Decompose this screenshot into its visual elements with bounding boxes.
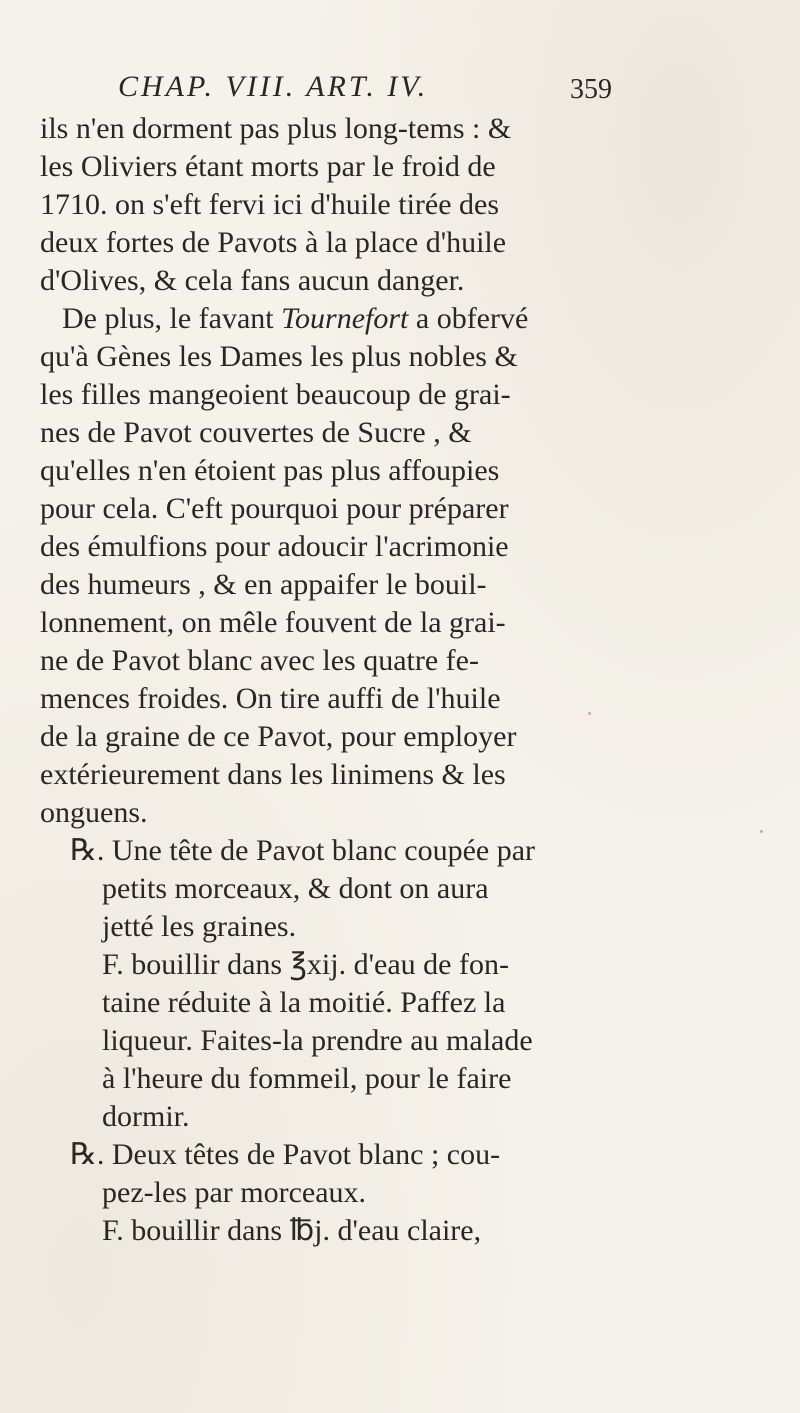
text-line (40, 414, 472, 452)
text-line (102, 908, 296, 946)
text-run: onguens. (40, 796, 148, 829)
text-line (40, 718, 516, 756)
text-run: a obfervé (408, 302, 529, 335)
italic-name: Tournefort (281, 302, 409, 335)
text-line (62, 300, 528, 338)
text-run: lonnement, on mêle fouvent de la grai- (40, 606, 506, 639)
text-line (40, 110, 511, 148)
text-line (40, 338, 518, 376)
text-run: liqueur. Faites-la prendre au malade (102, 1024, 533, 1057)
text-line (70, 832, 535, 870)
text-run: des émulfions pour adoucir l'acrimonie (40, 530, 509, 563)
text-run: pour cela. C'eft pourquoi pour préparer (40, 492, 509, 525)
chapter-heading: CHAP. VIII. ART. IV. (118, 70, 429, 103)
text-run: les Oliviers étant morts par le froid de (40, 150, 496, 183)
text-run: ils n'en dorment pas plus long-tems : & (40, 112, 512, 145)
text-line (40, 186, 499, 224)
text-run: 1710. on s'eft fervi ici d'huile tirée des (40, 188, 500, 221)
text-run: petits morceaux, & dont on aura (102, 872, 489, 905)
text-run: deux fortes de Pavots à la place d'huile (40, 226, 507, 259)
text-run: des humeurs , & en appaifer le bouil- (40, 568, 487, 601)
text-run: mences froides. On tire auffi de l'huile (40, 682, 501, 715)
text-line (40, 490, 509, 528)
text-line (102, 1022, 533, 1060)
text-line (40, 376, 511, 414)
text-line (70, 1136, 500, 1174)
text-line (40, 642, 479, 680)
text-run: ℞. Deux têtes de Pavot blanc ; cou- (70, 1138, 501, 1171)
text-line (40, 528, 509, 566)
text-run: pez-les par morceaux. (102, 1176, 367, 1209)
text-run: ne de Pavot blanc avec les quatre fe- (40, 644, 479, 677)
text-run: qu'à Gènes les Dames les plus nobles & (40, 340, 518, 373)
text-run: les filles mangeoient beaucoup de grai- (40, 378, 511, 411)
text-line (40, 566, 487, 604)
text-line (40, 148, 496, 186)
text-run: d'Olives, & cela fans aucun danger. (40, 264, 465, 297)
text-line (102, 870, 489, 908)
text-run: jetté les graines. (102, 910, 297, 943)
text-line (40, 452, 499, 490)
text-run: nes de Pavot couvertes de Sucre , & (40, 416, 472, 449)
text-run: à l'heure du fommeil, pour le faire (102, 1062, 512, 1095)
text-line (102, 1212, 481, 1250)
text-line (40, 680, 501, 718)
text-line (40, 794, 148, 832)
text-run: taine réduite à la moitié. Paffez la (102, 986, 506, 1019)
text-run: F. bouillir dans ℥xij. d'eau de fon- (102, 948, 509, 981)
page-number: 359 (570, 74, 612, 105)
text-line (102, 1060, 511, 1098)
paper-speck (588, 712, 591, 715)
running-header (118, 70, 658, 110)
text-line (40, 224, 506, 262)
text-run: F. bouillir dans ℔j. d'eau claire, (102, 1214, 482, 1247)
text-line (102, 1174, 366, 1212)
text-line (40, 604, 506, 642)
text-run: de la graine de ce Pavot, pour employer (40, 720, 517, 753)
text-run: ℞. Une tête de Pavot blanc coupée par (70, 834, 536, 867)
text-line (102, 946, 509, 984)
text-run: extérieurement dans les linimens & les (40, 758, 506, 791)
text-line (102, 1098, 190, 1136)
text-run: De plus, le favant (62, 302, 282, 335)
text-run: dormir. (102, 1100, 190, 1133)
text-line (40, 756, 506, 794)
text-run: qu'elles n'en étoient pas plus affoupies (40, 454, 500, 487)
text-line (40, 262, 464, 300)
text-line (102, 984, 505, 1022)
paper-speck (760, 830, 763, 833)
